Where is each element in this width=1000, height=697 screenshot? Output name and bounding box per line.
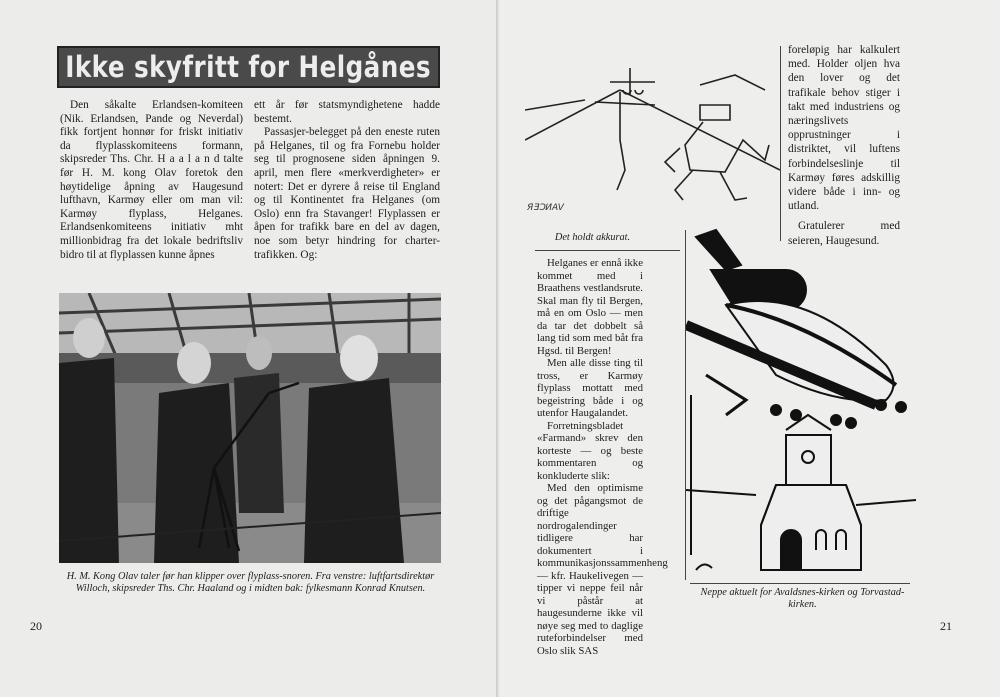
opening-ceremony-photo bbox=[59, 293, 441, 563]
paragraph: Med den optimisme og det pågangsmot de driftige nordrogalendinger tidligere har dokumentert i kommunikasjonssammenheng — kfr. Haukelivegen — tipper vi neppe feil når vi påstår at haugesunderne ikke vil nøye seg med to daglige ruteforbindelser med Oslo slik SAS bbox=[537, 482, 668, 657]
church-plane-cartoon-illustration bbox=[686, 225, 916, 580]
cartoon2-caption: Neppe aktuelt for Avaldsnes-kirken og Torvastad-kirken. bbox=[700, 587, 905, 610]
runaway-cartoon-illustration bbox=[525, 50, 780, 220]
cartoon-signature: ЯƎƆИAV bbox=[527, 203, 564, 213]
right-page bbox=[500, 0, 1000, 697]
paragraph: Gratulerer med seieren, Haugesund. bbox=[788, 220, 900, 247]
caption-rule bbox=[535, 250, 680, 251]
headline: Ikke skyfritt for Helgånes bbox=[65, 50, 432, 84]
paragraph: foreløpig har kalkulert med. Holder oljen hva den lover og det trafikale behov stiger i takt med industriens og næringslivets opprustninger i distriktet, vil luftens forbindelseslinje til Karmøy føres adskillig videre både i inn- og utland. bbox=[788, 44, 900, 213]
article-column-middle bbox=[537, 257, 668, 657]
cartoon1-caption: Det holdt akkurat. bbox=[554, 232, 631, 243]
paragraph: Helganes er ennå ikke kommet med i Braathens vestlandsrute. Skal man fly til Bergen, må en om Oslo — men da tar det dobbelt så lang tid som med båt fra Hgsd. til Bergen! bbox=[537, 257, 643, 357]
page-number: 20 bbox=[30, 619, 42, 633]
headline-banner bbox=[57, 46, 440, 88]
paragraph: ett år før statsmyndighetene hadde bestemt. bbox=[254, 99, 440, 125]
page-number: 21 bbox=[940, 619, 952, 633]
paragraph: Den såkalte Erlandsen-komiteen (Nik. Erlandsen, Pande og Neverdal) fikk fortjent honnør for friskt initiativ da flyplasskomiteens formann, skipsreder Ths. Chr. H a a l a n d talte før H. M. kong Olav foretok den høytidelige åpning av Haugesund lufthavn, Karmøy eller om man vil: Karmøy flyplass, Helganes. Erlandsenkomiteens initiativ mht millionbidrag fra det lokale bedriftsliv bidro til at flyplassen kunne åpnes bbox=[60, 99, 243, 261]
caption-rule bbox=[690, 583, 910, 584]
photo-illustration bbox=[59, 293, 441, 563]
article-column-2 bbox=[254, 99, 440, 262]
article-column-1 bbox=[60, 99, 243, 262]
paragraph: Forretningsbladet «Farmand» skrev den korteste — og beste kommentaren og konkluderte slik: bbox=[537, 419, 643, 482]
left-page bbox=[0, 0, 498, 697]
column-rule bbox=[780, 46, 781, 241]
photo-caption: H. M. Kong Olav taler før han klipper over flyplass-snoren. Fra venstre: luftfartsdirektør Willoch, skipsreder Ths. Chr. Haaland og i midten bak: fylkesmann Konrad Knutsen. bbox=[66, 571, 435, 594]
article-column-right bbox=[788, 43, 900, 248]
paragraph: Passasjer-belegget på den eneste ruten på Helganes, til og fra Fornebu holder seg til prognosene siden åpningen 9. april, men flere «merkverdigheter» er notert: Det er dyrere å reise til England og til Kontinentet fra Helganes (om Oslo) enn fra Stavanger! Flyplassen er åpen for trafikk bare en del av dagen, noe som betyr hindring for charter-trafikken. Og: bbox=[254, 126, 440, 261]
paragraph: Men alle disse ting til tross, er Karmøy flyplass mottatt med begeistring både i og utenfor Haugalandet. bbox=[537, 357, 643, 419]
